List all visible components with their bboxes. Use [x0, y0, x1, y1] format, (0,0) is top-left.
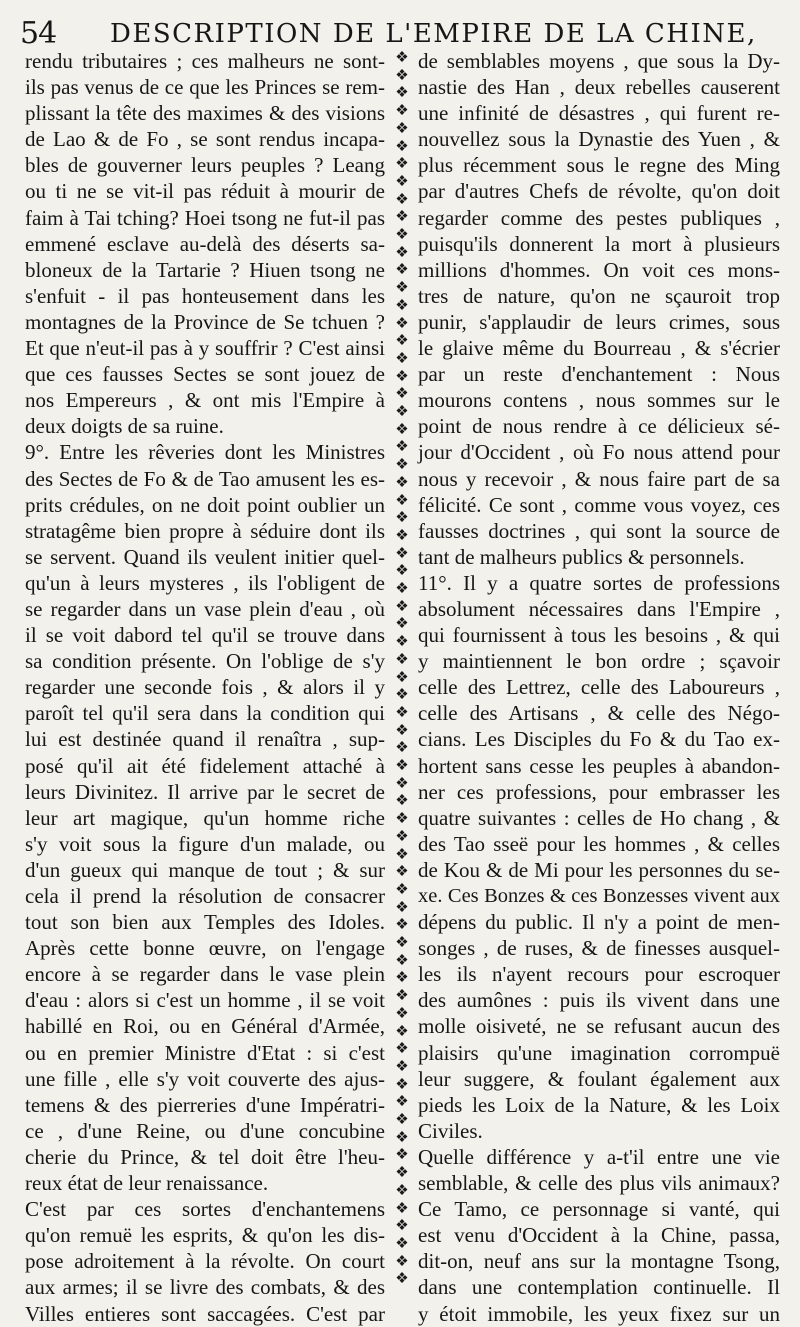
text-line: sa condition présente. On l'oblige de s'y	[25, 649, 385, 674]
text-line: temens & des pierreries d'une Impératri-	[25, 1092, 385, 1117]
text-line: des aumônes : puis ils vivent dans une	[418, 988, 780, 1013]
text-line: celle des Lettrez, celle des Laboureurs ,	[418, 675, 780, 700]
ornament-glyph: ❖	[395, 1216, 409, 1235]
ornament-glyph: ❖	[395, 154, 409, 173]
ornament-glyph: ❖	[395, 419, 409, 438]
text-line: les ils n'ayent recours pour escroquer	[418, 962, 780, 987]
ornament-glyph: ❖	[395, 844, 409, 863]
ornament-glyph: ❖	[395, 525, 409, 544]
running-title: DESCRIPTION DE L'EMPIRE DE LA CHINE,	[110, 19, 757, 49]
ornamental-column-divider	[394, 50, 410, 1290]
ornament-glyph: ❖	[395, 791, 409, 810]
ornament-glyph: ❖	[395, 1163, 409, 1182]
text-line: pieds les Loix de la Nature, & les Loix	[418, 1092, 780, 1117]
text-line: emmené esclave au-delà des déserts sa-	[25, 231, 385, 256]
ornament-glyph: ❖	[395, 1180, 409, 1199]
ornament-glyph: ❖	[395, 260, 409, 279]
ornament-glyph: ❖	[395, 331, 409, 350]
ornament-glyph: ❖	[395, 437, 409, 456]
ornament-glyph: ❖	[395, 490, 409, 509]
ornament-glyph: ❖	[395, 702, 409, 721]
text-line: reux état de leur renaissance.	[25, 1171, 269, 1196]
ornament-glyph: ❖	[395, 1198, 409, 1217]
text-line: Après cette bonne œuvre, on l'engage	[25, 936, 385, 961]
text-line: semblable, & celle des plus vils animaux?	[418, 1171, 780, 1196]
text-line: leurs Divinitez. Il arrive par le secret de	[25, 779, 385, 804]
ornament-glyph: ❖	[395, 1056, 409, 1075]
text-line: qu'on remuë les esprits, & qu'on les dis-	[25, 1223, 385, 1248]
text-line: celle des Artisans , & celle des Négo-	[418, 701, 780, 726]
text-line: pose adroitement à la révolte. On court	[25, 1249, 385, 1274]
text-line: fausses doctrines , qui sont la source de	[418, 518, 780, 543]
text-line: aux armes; il se livre des combats, & des	[25, 1275, 385, 1300]
ornament-glyph: ❖	[395, 1251, 409, 1270]
ornament-glyph: ❖	[395, 225, 409, 243]
ornament-glyph: ❖	[395, 65, 409, 84]
text-line: s'enfuit - il pas honteusement dans les	[25, 283, 385, 308]
ornament-glyph: ❖	[395, 579, 409, 597]
text-line: une fille , elle s'y voit couverte des ajus-	[25, 1066, 385, 1091]
ornament-glyph: ❖	[395, 118, 409, 137]
text-line: se servent. Quand ils veulent initier quel-	[25, 544, 385, 569]
text-line: deux doigts de sa ruine.	[25, 414, 224, 439]
text-line: ou ti ne se vit-il pas réduit à mourir de	[25, 179, 385, 204]
text-line: 9°. Entre les rêveries dont les Ministres	[25, 440, 385, 465]
text-line: bles de gouverner leurs peuples ? Leang	[25, 153, 385, 178]
text-line: une infinité de désastres , qui furent re-	[418, 101, 780, 126]
ornament-glyph: ❖	[395, 950, 409, 969]
ornament-glyph: ❖	[395, 756, 409, 774]
text-line: des Sectes de Fo & de Tao amusent les es-	[25, 466, 385, 491]
text-line: y étoit immobile, les yeux fixez sur un	[418, 1301, 780, 1326]
ornament-glyph: ❖	[395, 614, 409, 633]
text-line: par d'autres Chefs de révolte, qu'on doit	[418, 179, 780, 204]
text-line: absolument nécessaires dans l'Empire ,	[418, 596, 780, 621]
text-line: félicité. Ce sont , comme vous voyez, ces	[418, 492, 780, 517]
ornament-glyph: ❖	[395, 915, 409, 934]
text-line: de Kou & de Mi pour les personnes du se-	[418, 857, 780, 882]
ornament-glyph: ❖	[395, 720, 409, 739]
ornament-glyph: ❖	[395, 295, 409, 314]
ornament-glyph: ❖	[395, 402, 409, 420]
text-line: tout son bien aux Temples des Idoles.	[25, 910, 385, 935]
page-number: 54	[20, 16, 57, 51]
text-line: leur art magique, qu'un homme riche	[25, 805, 385, 830]
text-line: plissant la tête des maximes & des visions	[25, 101, 385, 126]
ornament-glyph: ❖	[395, 48, 409, 66]
text-line: par un reste d'enchantement : Nous	[418, 362, 780, 387]
text-line: cela il prend la résolution de consacrer	[25, 884, 385, 908]
text-line: hortent sans cesse les peuples à abandon-	[418, 753, 780, 778]
ornament-glyph: ❖	[395, 83, 409, 102]
text-line: ner ces professions, pour embrasser les	[418, 779, 780, 804]
text-line: mourons contens , nous sommes sur le	[418, 388, 780, 413]
text-line: de Lao & de Fo , se sont rendus incapa-	[25, 127, 385, 152]
text-line: Ce Tamo, ce personnage si vanté, qui	[418, 1197, 780, 1222]
ornament-glyph: ❖	[395, 826, 409, 845]
text-line: posé qu'il ait été fidelement attaché à	[25, 753, 385, 778]
text-line: jour d'Occident , où Fo nous attend pour	[418, 440, 780, 465]
ornament-glyph: ❖	[395, 809, 409, 828]
text-line: ils pas venus de ce que les Princes se rem-	[25, 75, 385, 100]
text-line: millions d'hommes. On voit ces mons-	[418, 257, 780, 282]
text-line: rendu tributaires ; ces malheurs ne sont-	[25, 49, 385, 73]
text-line: Civiles.	[418, 1118, 483, 1143]
ornament-glyph: ❖	[395, 384, 409, 403]
text-line: ou en premier Ministre d'Etat : si c'est	[25, 1040, 385, 1065]
ornament-glyph: ❖	[395, 596, 409, 615]
text-line: dit-on, neuf ans sur la montagne Tsong,	[418, 1249, 780, 1274]
text-line: des Tao sseë pour les hommes , & celles	[418, 831, 780, 856]
ornament-glyph: ❖	[395, 879, 409, 898]
text-line: encore à se regarder dans le vase plein	[25, 962, 385, 987]
text-line: regarder comme des pestes publiques ,	[418, 205, 780, 230]
text-line: nous y recevoir , & nous faire part de sa	[418, 466, 780, 491]
text-line: Quelle différence y a-t'il entre une vie	[418, 1144, 780, 1169]
text-line: bloneux de la Tartarie ? Hiuen tsong ne	[25, 257, 385, 282]
text-line: point de nous rendre à ce délicieux sé-	[418, 414, 780, 439]
text-line: nastie des Han , deux rebelles causerent	[418, 75, 780, 100]
text-line: Et que n'eut-il pas à y souffrir ? C'est ainsi	[25, 336, 385, 361]
text-line: cians. Les Disciples du Fo & du Tao ex-	[418, 727, 780, 752]
ornament-glyph: ❖	[395, 667, 409, 686]
ornament-glyph: ❖	[395, 1039, 409, 1058]
ornament-glyph: ❖	[395, 189, 409, 208]
ornament-glyph: ❖	[395, 242, 409, 261]
ornament-glyph: ❖	[395, 136, 409, 155]
text-line: d'un gueux qui manque de tout ; & sur	[25, 857, 385, 882]
text-line: leur suggere, & foulant également aux	[418, 1066, 780, 1091]
ornament-glyph: ❖	[395, 543, 409, 562]
text-line: le glaive même du Bourreau , & s'écrier	[418, 336, 780, 361]
text-line: est venu d'Occident à la Chine, passa,	[418, 1223, 780, 1248]
text-line: habillé en Roi, ou en Général d'Armée,	[25, 1014, 385, 1039]
text-line: y maintiennent le bon ordre ; sçavoir	[418, 649, 780, 674]
text-line: puisqu'ils donnerent la mort à plusieurs	[418, 231, 780, 256]
text-line: se regarder dans un vase plein d'eau , où	[25, 596, 385, 621]
ornament-glyph: ❖	[395, 862, 409, 881]
text-line: songes , de ruses, & de finesses ausquel-	[418, 936, 780, 961]
ornament-glyph: ❖	[395, 968, 409, 987]
ornament-glyph: ❖	[395, 1092, 409, 1111]
ornament-glyph: ❖	[395, 738, 409, 757]
text-line: plus récemment sous le regne des Ming	[418, 153, 780, 178]
text-line: qu'un à leurs mysteres , ils l'obligent de	[25, 570, 385, 595]
text-line: punir, s'applaudir de leurs crimes, sous	[418, 309, 780, 334]
ornament-glyph: ❖	[395, 1003, 409, 1022]
ornament-glyph: ❖	[395, 366, 409, 385]
text-line: plaisirs qu'une imagination corrompuë	[418, 1040, 780, 1065]
text-line: stratagême bien propre à séduire dont ils	[25, 518, 385, 543]
ornament-glyph: ❖	[395, 649, 409, 668]
text-line: montagnes de la Province de Se tchuen ?	[25, 309, 385, 334]
text-line: Villes entieres sont saccagées. C'est par	[25, 1301, 385, 1326]
text-line: dépens du public. Il n'y a point de men-	[418, 910, 780, 935]
text-line: d'eau : alors si c'est un homme , il se voit	[25, 988, 385, 1013]
ornament-glyph: ❖	[395, 1269, 409, 1288]
ornament-glyph: ❖	[395, 348, 409, 367]
ornament-glyph: ❖	[395, 685, 409, 704]
ornament-glyph: ❖	[395, 1021, 409, 1040]
text-line: faim à Tai tching? Hoei tsong ne fut-il pas	[25, 205, 385, 230]
text-line: molle oisiveté, ne se refusant aucun des	[418, 1014, 780, 1039]
ornament-glyph: ❖	[395, 1110, 409, 1128]
text-line: lui est destinée quand il renaîtra , sup-	[25, 727, 385, 752]
text-line: quatre suivantes : celles de Ho chang , &	[418, 805, 780, 830]
text-line: tant de malheurs publics & personnels.	[418, 544, 745, 569]
ornament-glyph: ❖	[395, 171, 409, 190]
ornament-glyph: ❖	[395, 897, 409, 916]
ornament-glyph: ❖	[395, 933, 409, 951]
right-text-column	[418, 48, 780, 1327]
ornament-glyph: ❖	[395, 313, 409, 332]
text-line: nos Empereurs , & ont mis l'Empire à	[25, 388, 385, 413]
text-line: s'y voit sous la figure d'un malade, ou	[25, 831, 385, 856]
text-line: xe. Ces Bonzes & ces Bonzesses vivent aux	[418, 885, 780, 907]
text-line: paroît tel qu'il sera dans la condition qui	[25, 701, 385, 726]
ornament-glyph: ❖	[395, 773, 409, 792]
text-line: C'est par ces sortes d'enchantemens	[25, 1197, 385, 1222]
ornament-glyph: ❖	[395, 632, 409, 651]
text-line: tres de nature, qu'on ne sçauroit trop	[418, 283, 780, 308]
left-text-column	[25, 48, 385, 1327]
text-line: de semblables moyens , que sous la Dy-	[418, 49, 780, 73]
ornament-glyph: ❖	[395, 508, 409, 527]
ornament-glyph: ❖	[395, 207, 409, 226]
ornament-glyph: ❖	[395, 1074, 409, 1093]
ornament-glyph: ❖	[395, 986, 409, 1005]
text-line: qui fournissent à tous les besoins , & qui	[418, 623, 780, 648]
text-line: il se voit dabord tel qu'il se trouve dans	[25, 623, 385, 648]
ornament-glyph: ❖	[395, 1127, 409, 1146]
text-line: que ces fausses Sectes se sont jouez de	[25, 362, 385, 387]
text-line: cherie du Prince, & tel doit être l'heu-	[25, 1144, 385, 1169]
text-line: prits crédules, on ne doit point oublier un	[25, 492, 385, 517]
ornament-glyph: ❖	[395, 101, 409, 120]
ornament-glyph: ❖	[395, 1145, 409, 1164]
text-line: regarder une seconde fois , & alors il y	[25, 675, 385, 700]
text-line: nouvellez sous la Dynastie des Yuen , &	[418, 127, 780, 152]
ornament-glyph: ❖	[395, 561, 409, 580]
ornament-glyph: ❖	[395, 1233, 409, 1252]
ornament-glyph: ❖	[395, 472, 409, 491]
text-line: ce , d'une Reine, ou d'une concubine	[25, 1118, 385, 1143]
text-line: dans une contemplation continuelle. Il	[418, 1275, 780, 1300]
ornament-glyph: ❖	[395, 278, 409, 297]
text-line: 11°. Il y a quatre sortes de professions	[418, 570, 780, 595]
ornament-glyph: ❖	[395, 455, 409, 474]
